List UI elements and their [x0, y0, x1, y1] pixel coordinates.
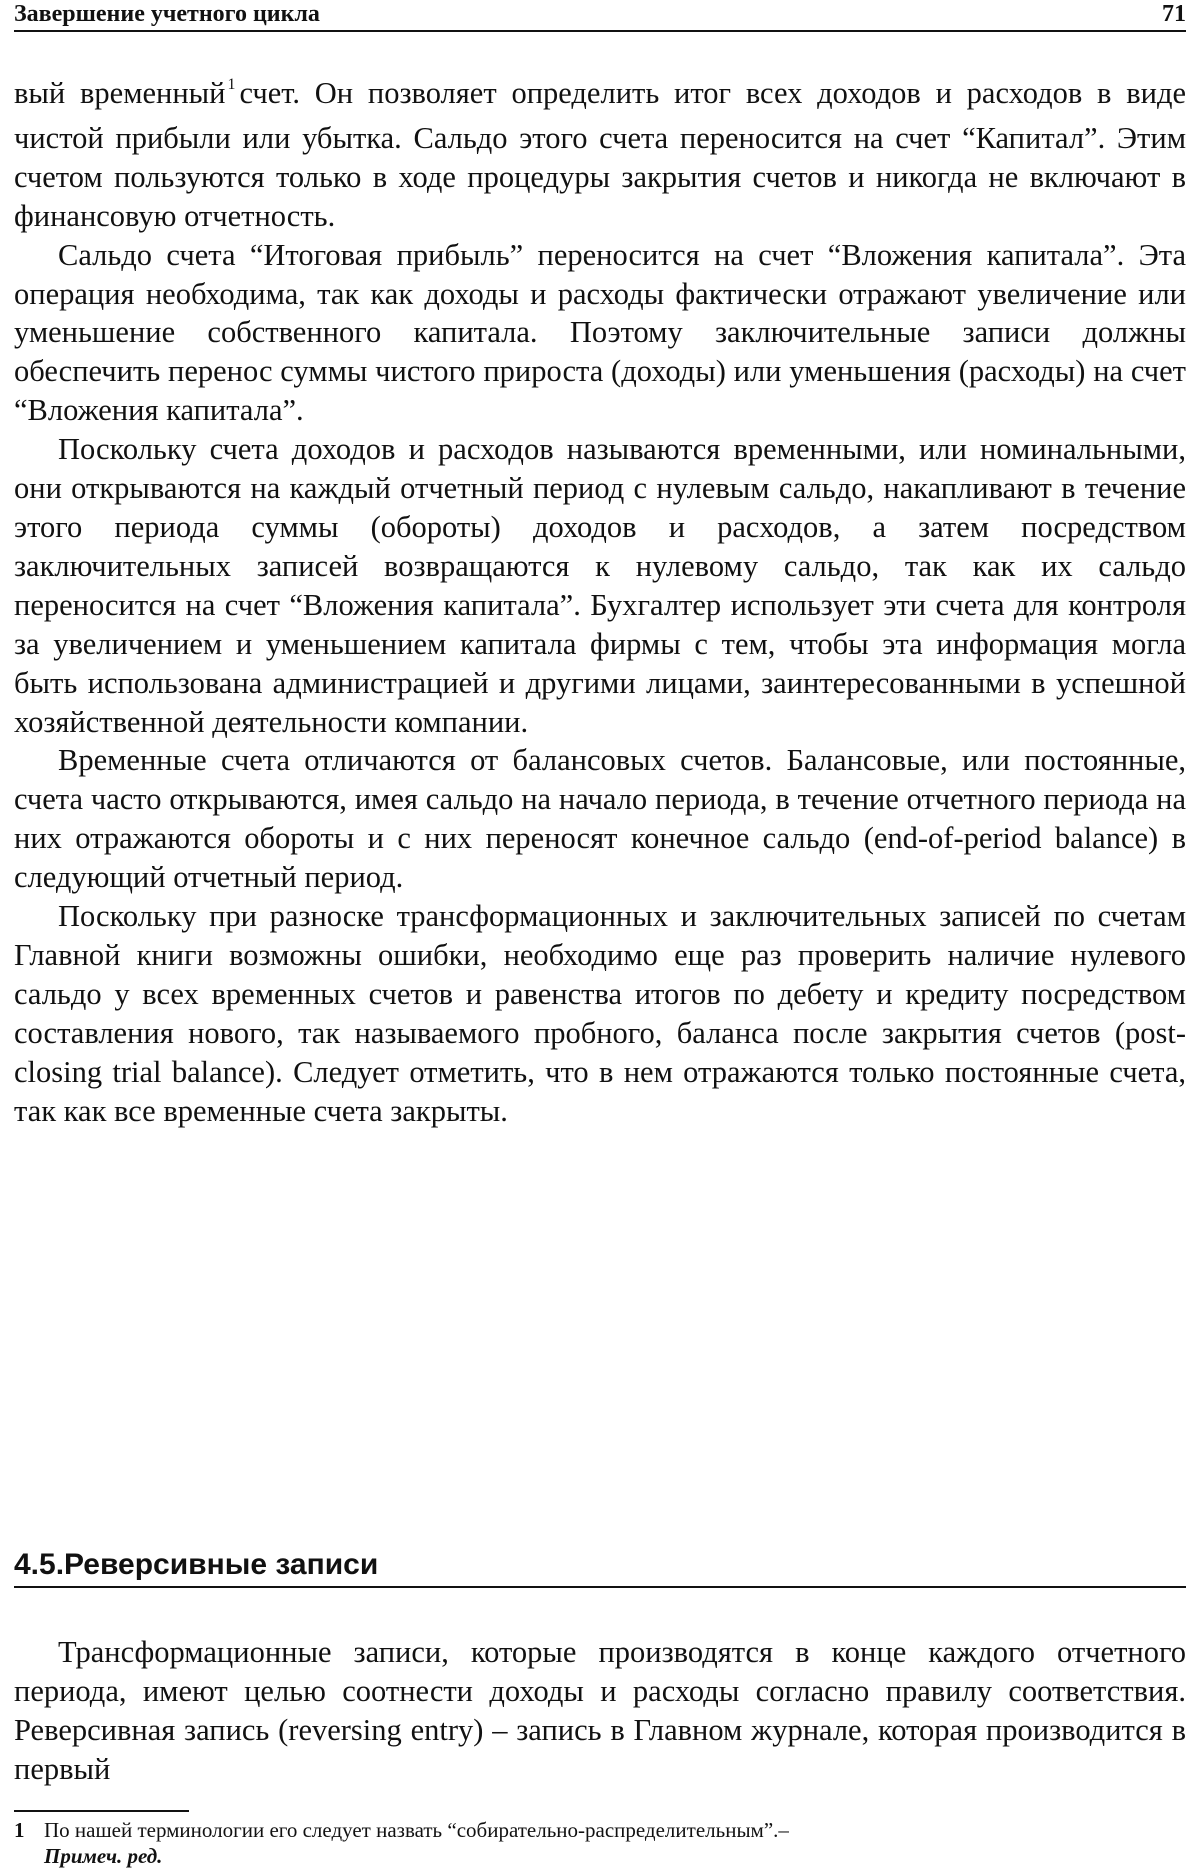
footnote-divider — [14, 1810, 189, 1812]
section-paragraph-1: Трансформационные записи, которые производятся в конце каждого отчетного периода, имеют целью соотнести доходы и расходы согласно правилу соответствия. Реверсивная запись (reversing entry) – запись в Главном журнале, которая производится в первый — [14, 1635, 1186, 1786]
page-number: 71 — [1162, 1, 1186, 27]
main-body-text — [14, 74, 1186, 1130]
footnote — [14, 1817, 1186, 1869]
paragraph-1 — [14, 74, 1186, 236]
footnote-line — [14, 1817, 1186, 1843]
paragraph-5: Поскольку при разноске трансформационных и заключительных записей по счетам Главной книги возможны ошибки, необходимо еще раз проверить наличие нулевого сальдо у всех временных счетов и равенства итогов по дебету и кредиту посредством составления нового, так называемого пробного, баланса после закрытия счетов (post-closing trial balance). Следует отметить, что в нем отражаются только постоянные счета, так как все временные счета закрыты. — [14, 899, 1186, 1128]
paragraph-2: Сальдо счета “Итоговая прибыль” переносится на счет “Вложения капитала”. Эта операция необходима, так как доходы и расходы фактически отражают увеличение или уменьшение собственного капитала. Поэтому заключительные записи должны обеспечить перенос суммы чистого прироста (доходы) или уменьшения (расходы) на счет “Вложения капитала”. — [14, 237, 1186, 428]
footnote-credit: Примеч. ред. — [44, 1844, 163, 1868]
running-header — [14, 0, 1186, 32]
paragraph-3: Поскольку счета доходов и расходов называются временными, или номинальными, они открываются на каждый отчетный период с нулевым сальдо, накапливают в течение этого периода суммы (обороты) доходов и расходов, а затем посредством заключительных записей возвращаются к нулевому сальдо, так как их сальдо переносится на счет “Вложения капитала”. Бухгалтер использует эти счета для контроля за увеличением и уменьшением капитала фирмы с тем, чтобы эта информация могла быть использована администрацией и другими лицами, заинтересованными в успешной хозяйственной деятельности компании. — [14, 432, 1186, 739]
paragraph-4: Временные счета отличаются от балансовых счетов. Балансовые, или постоянные, счета часто открываются, имея сальдо на начало периода, в течение отчетного периода на них отражаются обороты и с них переносят конечное сальдо (end-of-period balance) в следующий отчетный период. — [14, 743, 1186, 895]
section-body-text — [14, 1633, 1186, 1789]
footnote-number: 1 — [14, 1818, 25, 1842]
paragraph-1-start: вый временный — [14, 76, 226, 110]
footnote-reference: 1 — [227, 76, 236, 93]
running-title: Завершение учетного цикла — [14, 1, 320, 27]
footnote-text: По нашей терминологии его следует назвать “собирательно-распределительным”.– — [44, 1818, 789, 1842]
section-heading: 4.5.Реверсивные записи — [14, 1546, 1186, 1588]
paragraph-1-rest: счет. Он позволяет определить итог всех доходов и расходов в виде чистой прибыли или убытка. Сальдо этого счета переносится на счет “Капитал”. Этим счетом пользуются только в ходе процедуры закрытия счетов и никогда не включают в финансовую отчетность. — [14, 76, 1186, 233]
